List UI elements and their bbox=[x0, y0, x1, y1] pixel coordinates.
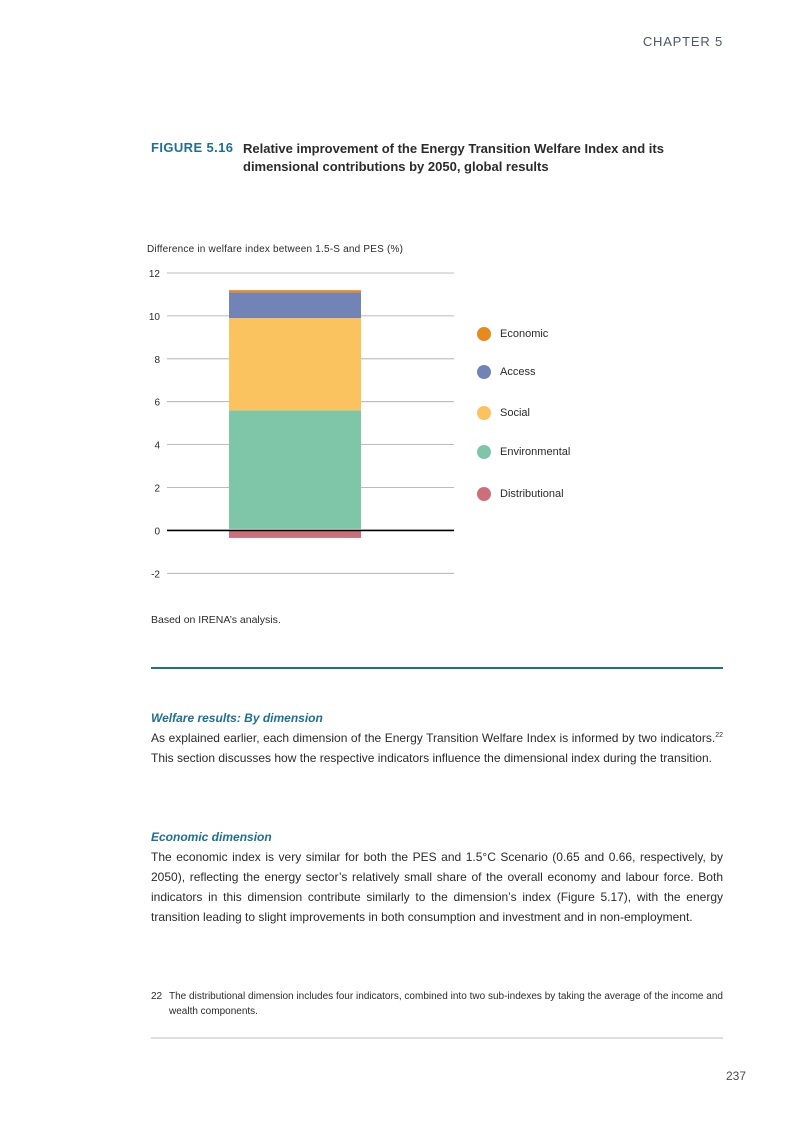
y-tick-label: 4 bbox=[154, 440, 160, 452]
legend-label-access: Access bbox=[500, 366, 536, 378]
footnote-text: The distributional dimension includes four indicators, combined into two sub-indexes by taking the average of the income and wealth components. bbox=[169, 991, 723, 1017]
welfare-section bbox=[151, 711, 723, 768]
legend-item-distributional bbox=[477, 486, 564, 502]
y-axis-title: Difference in welfare index between 1.5-S and PES (%) bbox=[147, 244, 404, 255]
bar-segment-social bbox=[229, 318, 361, 410]
y-tick-label: -2 bbox=[151, 569, 160, 581]
footnote-number: 22 bbox=[151, 991, 163, 1002]
y-tick-label: 8 bbox=[154, 354, 160, 366]
welfare-body-part-2: This section discusses how the respective indicators influence the dimensional index during the transition. bbox=[151, 751, 712, 765]
legend-swatch-social bbox=[477, 406, 491, 420]
y-tick-label: 2 bbox=[154, 483, 160, 495]
footnote bbox=[151, 989, 723, 1019]
legend-swatch-economic bbox=[477, 327, 491, 341]
page-number: 237 bbox=[725, 1069, 746, 1083]
welfare-heading: Welfare results: By dimension bbox=[151, 711, 323, 725]
economic-body: The economic index is very similar for both the PES and 1.5°C Scenario (0.65 and 0.66, respectively, by 2050), reflecting the energy sector’s relatively small share of the overall economy and labour force. Both indicators in this dimension contribute similarly to the dimension’s index (Figure 5.17), with the energy transition leading to slight improvements in both consumption and investment and in non-employment. bbox=[151, 850, 723, 924]
economic-heading: Economic dimension bbox=[151, 830, 272, 844]
figure-source: Based on IRENA’s analysis. bbox=[151, 614, 281, 626]
y-tick-label: 10 bbox=[148, 311, 160, 323]
legend-label-environmental: Environmental bbox=[500, 446, 571, 458]
stacked-bar-chart bbox=[140, 260, 470, 590]
bar-segment-environmental bbox=[229, 410, 361, 529]
legend-swatch-access bbox=[477, 365, 491, 379]
section-divider bbox=[151, 667, 723, 669]
figure-label: FIGURE 5.16 bbox=[151, 140, 234, 155]
legend-item-social bbox=[477, 405, 530, 421]
chapter-label: CHAPTER 5 bbox=[642, 34, 723, 49]
chart-canvas bbox=[140, 260, 470, 590]
economic-section bbox=[151, 830, 723, 927]
legend-item-access bbox=[477, 364, 535, 380]
y-tick-label: 0 bbox=[154, 526, 160, 538]
legend-label-distributional: Distributional bbox=[500, 488, 564, 500]
footer-divider bbox=[151, 1037, 723, 1039]
footnote-reference[interactable]: 22 bbox=[715, 732, 723, 739]
legend-item-economic bbox=[477, 326, 548, 342]
y-tick-label: 6 bbox=[154, 397, 160, 409]
y-tick-label: 12 bbox=[148, 269, 160, 280]
legend-label-economic: Economic bbox=[500, 328, 549, 340]
welfare-body-part-1: As explained earlier, each dimension of the Energy Transition Welfare Index is informed by two indicators. bbox=[151, 731, 716, 745]
figure-title: Relative improvement of the Energy Transition Welfare Index and its dimensional contributions by 2050, global results bbox=[243, 141, 664, 174]
legend-label-social: Social bbox=[500, 407, 530, 419]
legend-swatch-distributional bbox=[477, 487, 491, 501]
bar-segment-distributional bbox=[229, 530, 361, 538]
legend-swatch-environmental bbox=[477, 445, 491, 459]
welfare-body bbox=[151, 728, 723, 768]
bar-segment-economic bbox=[229, 290, 361, 292]
bar-segment-access bbox=[229, 292, 361, 318]
legend-item-environmental bbox=[477, 444, 570, 460]
